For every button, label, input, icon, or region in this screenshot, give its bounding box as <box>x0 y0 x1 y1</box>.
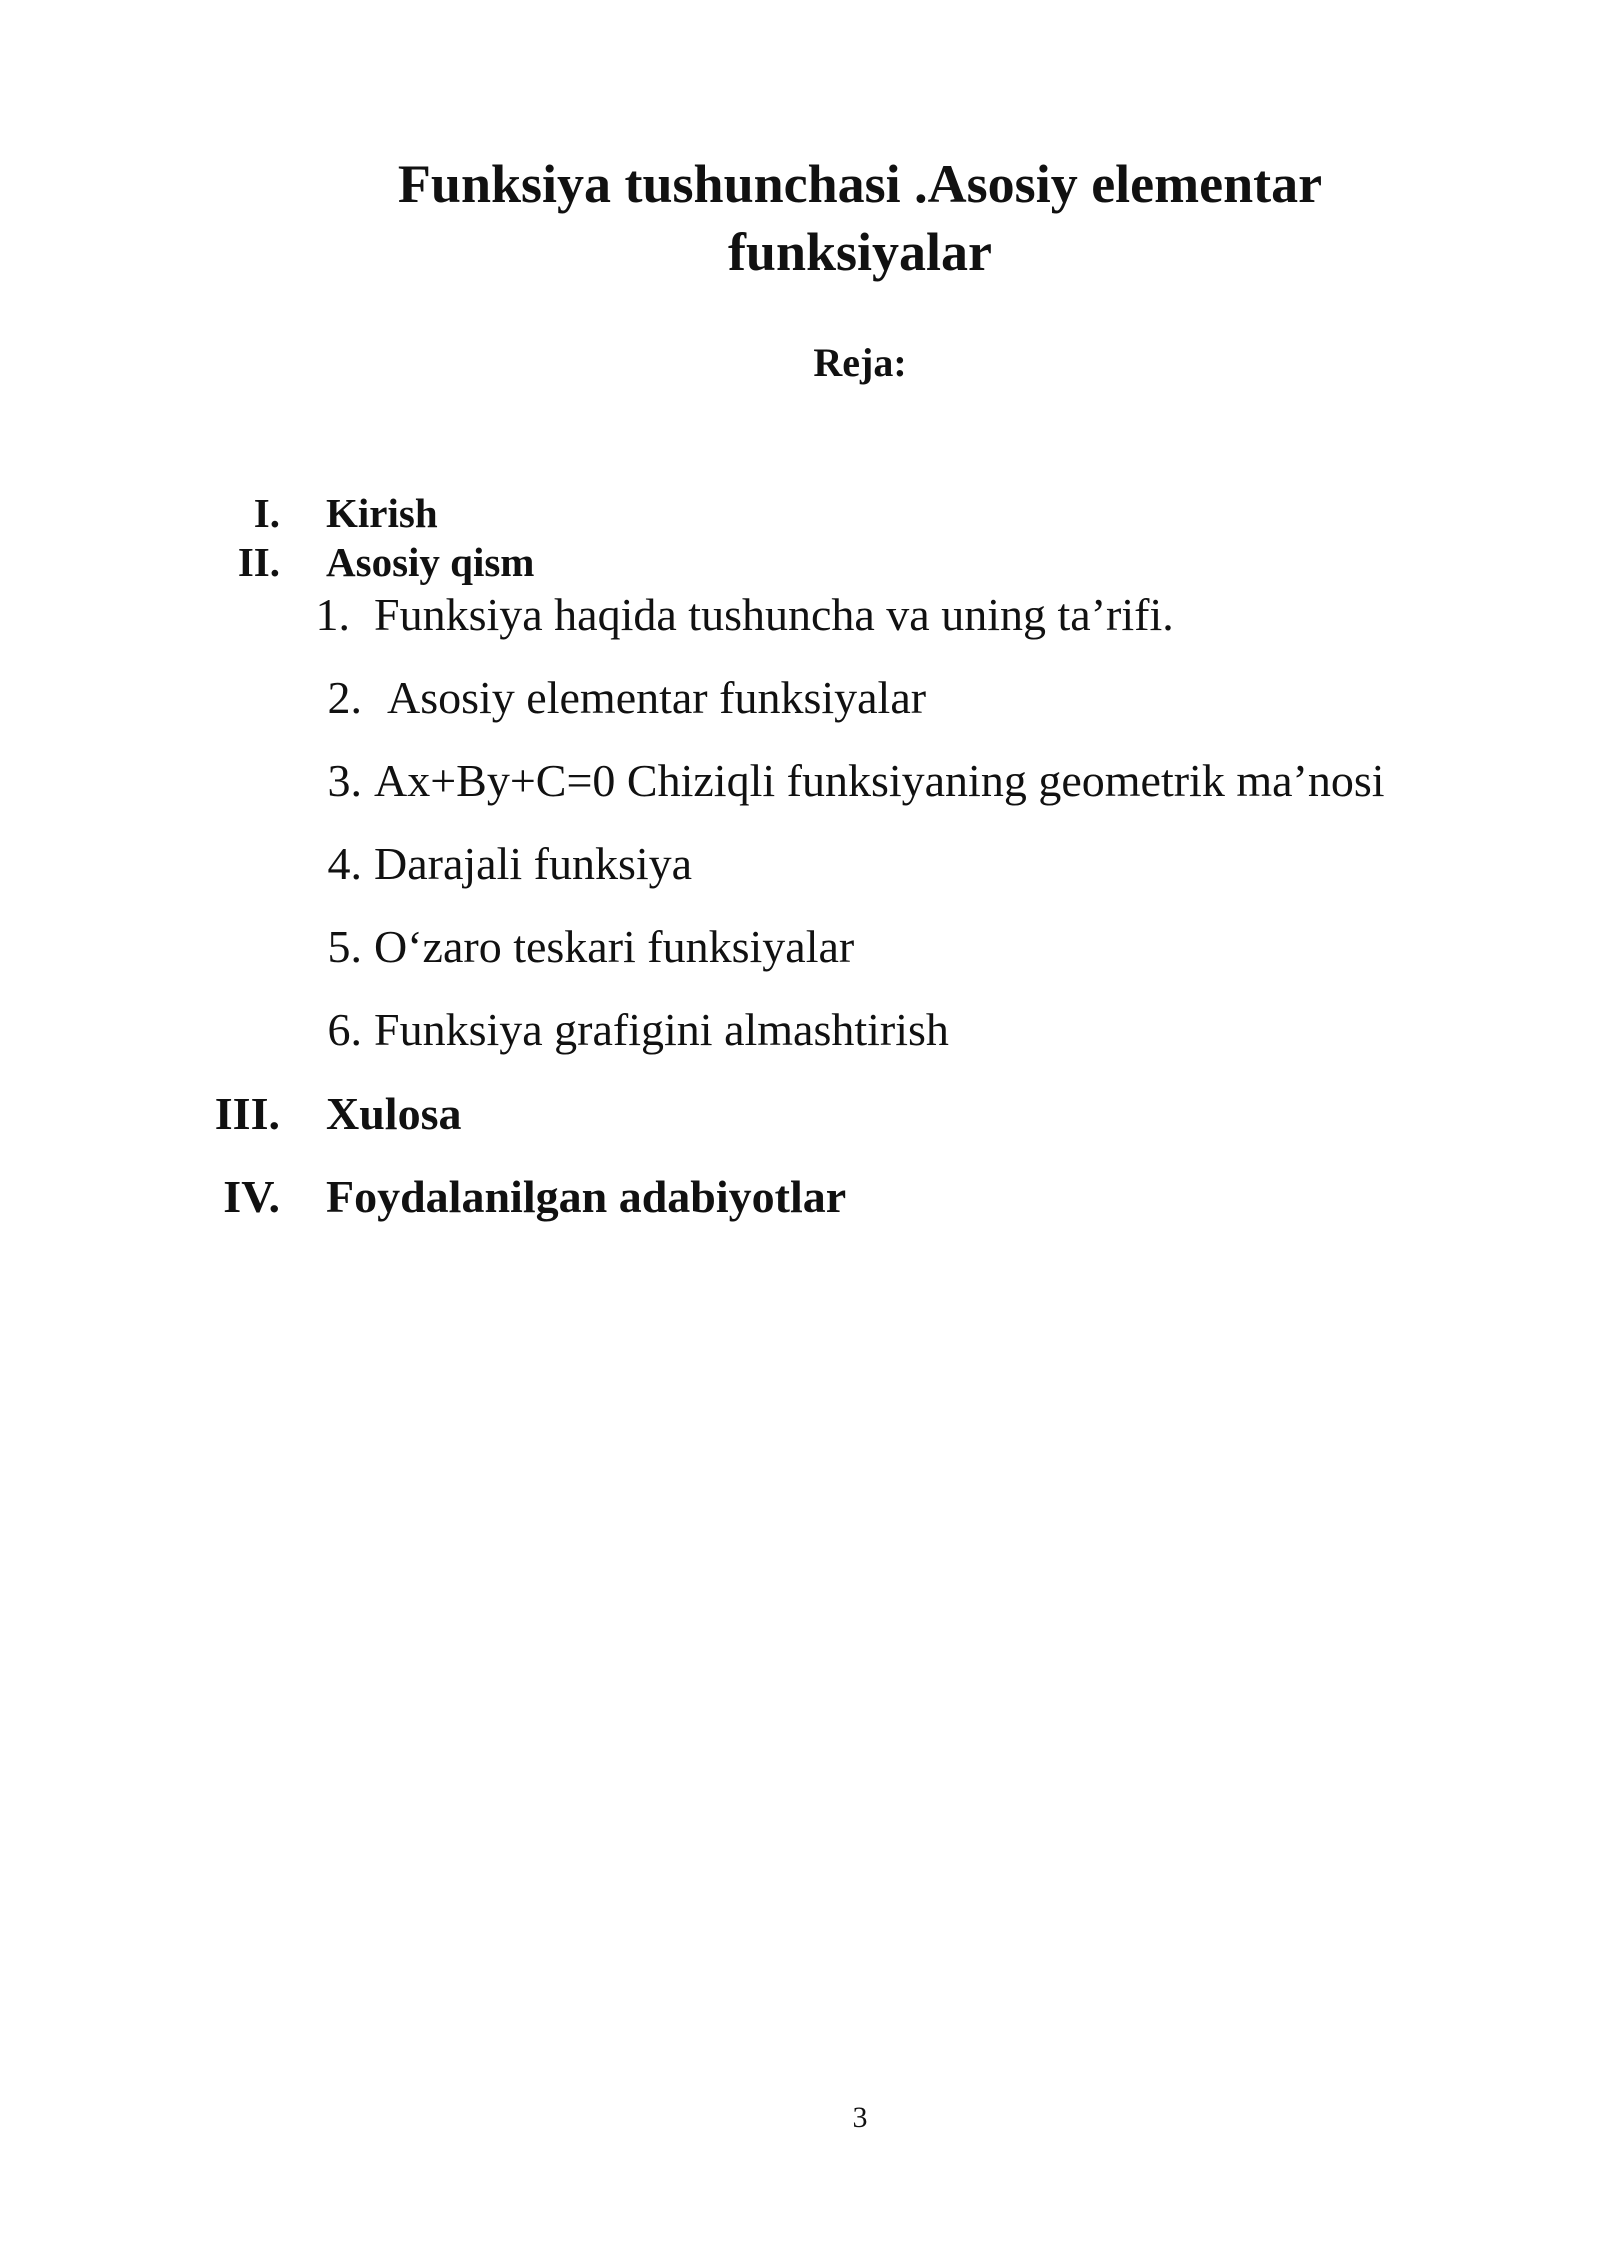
subitem-3-number: 3. <box>327 755 362 806</box>
document-title <box>300 150 1420 286</box>
subitem-5-text: O‘zaro teskari funksiyalar <box>374 921 855 972</box>
subitem-4-number: 4. <box>327 838 362 889</box>
title-line-1: Funksiya tushunchasi .Asosiy elementar <box>397 154 1323 214</box>
subitem-2-number: 2. <box>327 672 362 723</box>
title-line-2: funksiyalar <box>727 222 993 282</box>
section-4-numeral: IV. <box>223 1171 280 1222</box>
subitem-6-text: Funksiya grafigini almashtirish <box>374 1004 949 1055</box>
subitem-5-number: 5. <box>327 921 362 972</box>
section-1-numeral: I. <box>253 490 280 536</box>
subitem-1-number: 1. <box>315 589 350 640</box>
section-2-numeral: II. <box>237 539 280 585</box>
section-3-numeral: III. <box>214 1088 280 1139</box>
subitem-6-number: 6. <box>327 1004 362 1055</box>
page-number: 3 <box>852 2101 868 2134</box>
subitem-4-text: Darajali funksiya <box>374 838 693 889</box>
subitem-1-text: Funksiya haqida tushuncha va uning ta’rifi. <box>374 589 1174 640</box>
section-4-label: Foydalanilgan adabiyotlar <box>326 1171 847 1222</box>
section-3-label: Xulosa <box>326 1088 462 1139</box>
subitem-2-text: Asosiy elementar funksiyalar <box>387 672 927 723</box>
subitem-3-text: Ax+By+C=0 Chiziqli funksiyaning geometrik ma’nosi <box>374 755 1385 806</box>
section-2-label: Asosiy qism <box>326 539 535 585</box>
section-1-label: Kirish <box>326 490 438 536</box>
plan-heading: Reja: <box>813 340 907 385</box>
